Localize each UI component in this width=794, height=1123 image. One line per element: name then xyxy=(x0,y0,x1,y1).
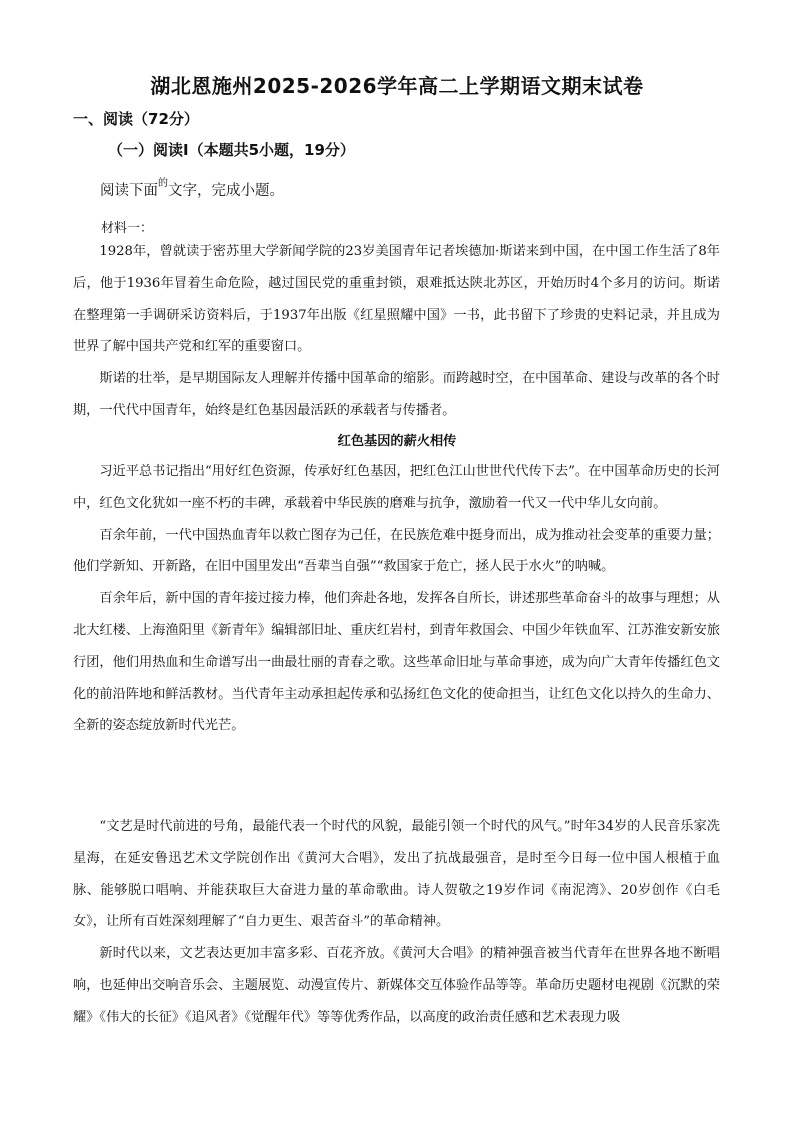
section-heading: 一、阅读（72分） xyxy=(73,110,199,128)
paragraph: 百余年前，一代中国热血青年以救亡图存为己任，在民族危难中挺身而出，成为推动社会变革的重要力量；他们学新知、开新路，在旧中国里发出“吾辈当自强”“救国家于危亡，拯人民于水火”的呐喊。 xyxy=(73,527,720,575)
text-block-3 xyxy=(73,811,720,1034)
article-subheading: 红色基因的薪火相传 xyxy=(337,434,457,449)
paragraph: “文艺是时代前进的号角，最能代表一个时代的风貌，最能引领一个时代的风气。”时年34岁的人民音乐家冼星海，在延安鲁迅艺术文学院创作出《黄河大合唱》，发出了抗战最强音，是时至今日每一位中国人根植于血脉、能够脱口唱响、并能获取巨大奋进力量的革命歌曲。诗人贺敬之19岁作词《南泥湾》、20岁创作《白毛女》，让所有百姓深刻理解了“自力更生、艰苦奋斗”的革命精神。 xyxy=(73,819,720,930)
instruction-text xyxy=(100,177,284,200)
paragraph: 新时代以来，文艺表达更加丰富多彩、百花齐放。《黄河大合唱》的精神强音被当代青年在世界各地不断唱响，也延伸出交响音乐会、主题展览、动漫宣传片、新媒体交互体验作品等等。革命历史题材电视剧《沉默的荣耀》《伟大的长征》《追风者》《觉醒年代》等等优秀作品，以高度的政治责任感和艺术表现力吸 xyxy=(73,946,720,1025)
material-label: 材料一： xyxy=(101,221,154,236)
paragraph: 斯诺的壮举，是早期国际友人理解并传播中国革命的缩影。而跨越时空，在中国革命、建设与改革的各个时期，一代代中国青年，始终是红色基因最活跃的承载者与传播者。 xyxy=(73,371,720,418)
page-title: 湖北恩施州2025-2026学年高二上学期语文期末试卷 xyxy=(150,74,644,98)
paragraph: 1928年，曾就读于密苏里大学新闻学院的23岁美国青年记者埃德加·斯诺来到中国，在中国工作生活了8年后，他于1936年冒着生命危险，越过国民党的重重封锁，艰难抵达陕北苏区，开始历时4个多月的访问。斯诺在整理第一手调研采访资料后，于1937年出版《红星照耀中国》一书，此书留下了珍贵的史料记录，并且成为世界了解中国共产党和红军的重要窗口。 xyxy=(73,244,720,355)
text-block-1 xyxy=(73,236,720,427)
paragraph: 习近平总书记指出“用好红色资源，传承好红色基因，把红色江山世世代代传下去”。在中国革命历史的长河中，红色文化犹如一座不朽的丰碑，承载着中华民族的磨难与抗争，激励着一代又一代中华儿女向前。 xyxy=(73,464,720,511)
instruction-pre: 阅读下面 xyxy=(100,182,158,199)
text-block-2 xyxy=(73,456,720,742)
instruction-sup: 的 xyxy=(158,178,168,189)
subsection-heading: （一）阅读Ⅰ（本题共5小题，19分） xyxy=(108,141,355,159)
paragraph: 百余年后，新中国的青年接过接力棒，他们奔赴各地，发挥各自所长，讲述那些革命奋斗的故事与理想；从北大红楼、上海渔阳里《新青年》编辑部旧址、重庆红岩村，到青年救国会、中国少年铁血军、江苏淮安新安旅行团，他们用热血和生命谱写出一曲最壮丽的青春之歌。这些革命旧址与革命事迹，成为向广大青年传播红色文化的前沿阵地和鲜活教材。当代青年主动承担起传承和弘扬红色文化的使命担当，让红色文化以持久的生命力、全新的姿态绽放新时代光芒。 xyxy=(73,591,720,734)
instruction-post: 文字，完成小题。 xyxy=(168,182,284,199)
